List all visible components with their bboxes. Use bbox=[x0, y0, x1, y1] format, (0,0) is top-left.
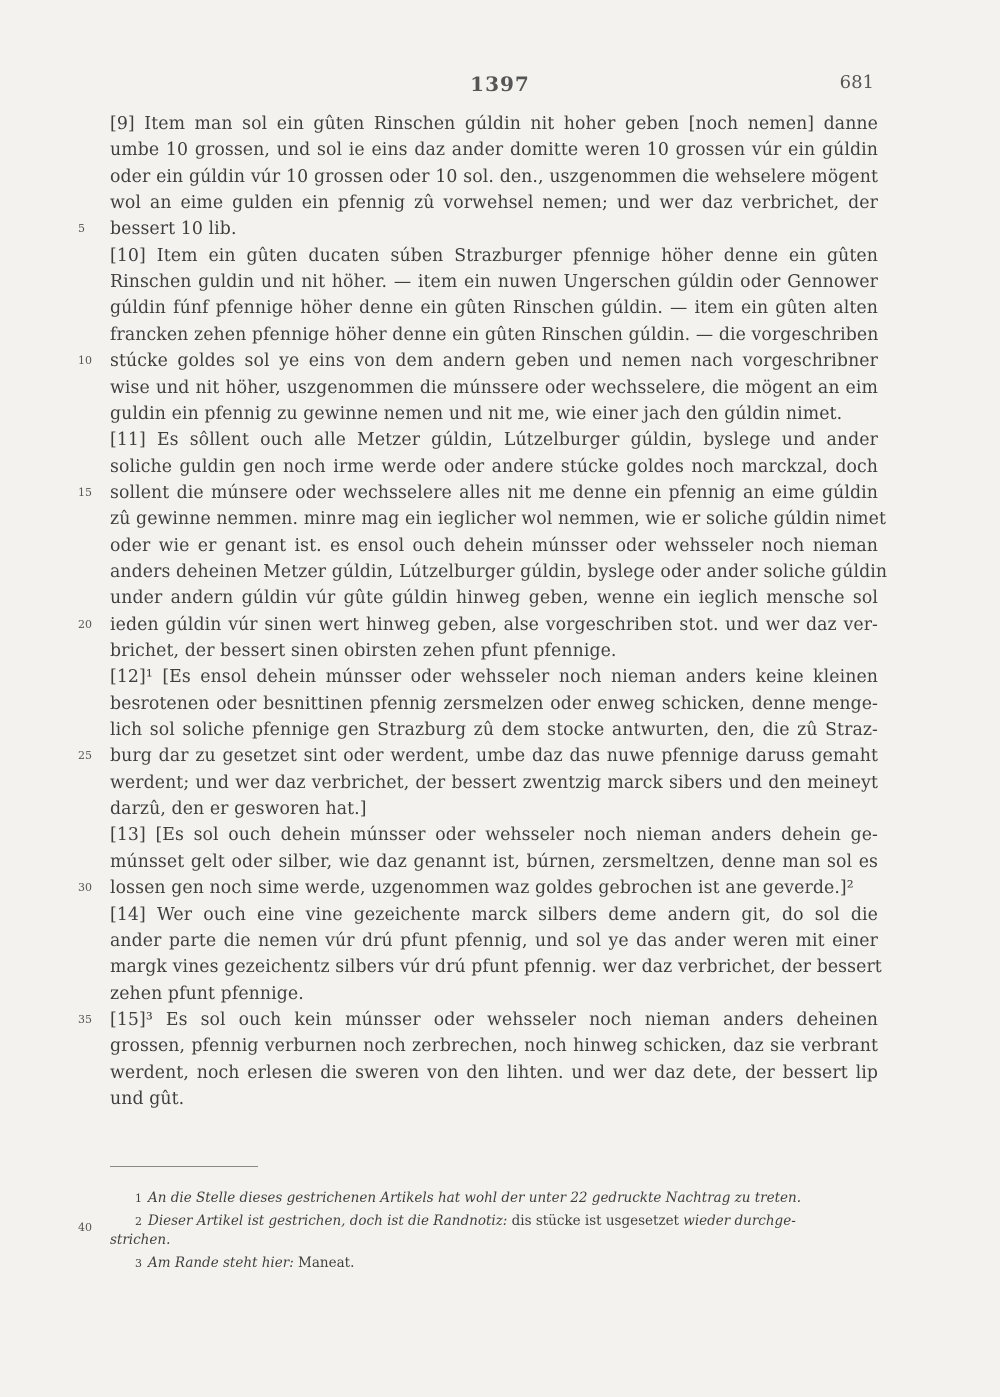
running-head-year: 1397 bbox=[470, 72, 530, 96]
footnote-plain-text: Maneat. bbox=[293, 1255, 355, 1271]
line-number: 10 bbox=[78, 354, 92, 368]
text-line: zû gewinne nemmen. minre mag ein ieglicher wol nemmen, wie er soliche gúldin nimet bbox=[110, 509, 887, 530]
text-line: und gût. bbox=[110, 1088, 185, 1109]
line-number: 20 bbox=[78, 617, 92, 631]
line-number: 25 bbox=[78, 749, 92, 763]
text-line: stúcke goldes sol ye eins von dem andern geben und nemen nach vorgeschribner bbox=[110, 351, 878, 372]
text-line: darzû, den er gesworen hat.] bbox=[110, 799, 367, 820]
footnote bbox=[110, 1189, 878, 1208]
text-line: oder ein gúldin vúr 10 grossen oder 10 sol. den., uszgenommen die wehselere mögent bbox=[110, 166, 878, 187]
footnote bbox=[110, 1254, 878, 1273]
text-line: [10] Item ein gûten ducaten súben Strazburger pfennige höher denne ein gûten bbox=[110, 245, 878, 266]
text-line: umbe 10 grossen, und sol ie eins daz ander domitte weren 10 grossen vúr ein gúldin bbox=[110, 140, 878, 161]
text-line: guldin ein pfennig zu gewinne nemen und nit me, wie einer jach den gúldin nimet. bbox=[110, 403, 843, 424]
text-line: lich sol soliche pfennige gen Strazburg zû dem stocke antwurten, den, die zû Straz- bbox=[110, 720, 878, 741]
text-line: wol an eime gulden ein pfennig zû vorwehsel nemen; und wer daz verbrichet, der bbox=[110, 193, 878, 214]
text-line: burg dar zu gesetzet sint oder werdent, umbe daz das nuwe pfennige daruss gemaht bbox=[110, 746, 878, 767]
text-line: ander parte die nemen vúr drú pfunt pfennig, und sol ye das ander weren mit einer bbox=[110, 930, 878, 951]
text-line: sollent die múnsere oder wechsselere alles nit me denne ein pfennig an eime gúldin bbox=[110, 482, 878, 503]
footnote-italic-text: strichen. bbox=[110, 1232, 171, 1248]
text-line: wise und nit höher, uszgenommen die múnssere oder wechsselere, die mögent an eim bbox=[110, 377, 878, 398]
text-line: soliche guldin gen noch irme werde oder andere stúcke goldes noch marckzal, doch bbox=[110, 456, 878, 477]
text-line: ieden gúldin vúr sinen wert hinweg geben, alse vorgeschriben stot. und wer daz ver- bbox=[110, 614, 878, 635]
text-line: zehen pfunt pfennige. bbox=[110, 983, 304, 1004]
text-line: gúldin fúnf pfennige höher denne ein gûten Rinschen gúldin. — item ein gûten alten bbox=[110, 298, 878, 319]
text-line: bessert 10 lib. bbox=[110, 219, 237, 240]
text-line: grossen, pfennig verburnen noch zerbrechen, noch hinweg schicken, daz sie verbrant bbox=[110, 1036, 878, 1057]
footnote-italic-text: Dieser Artikel ist gestrichen, doch ist die Randnotiz: bbox=[148, 1213, 508, 1229]
text-line: under andern gúldin vúr gûte gúldin hinweg geben, wenne ein ieglich mensche sol bbox=[110, 588, 878, 609]
line-number: 5 bbox=[78, 222, 85, 236]
text-line: werdent, noch erlesen die sweren von den lihten. und wer daz dete, der bessert lip bbox=[110, 1062, 878, 1083]
footnote-plain-text: dis stücke ist usgesetzet bbox=[507, 1213, 679, 1229]
line-number: 30 bbox=[78, 881, 92, 895]
text-line: werdent; und wer daz verbrichet, der bessert zwentzig marck sibers und den meineyt bbox=[110, 772, 878, 793]
text-line: oder wie er genant ist. es ensol ouch dehein múnsser oder wehsseler noch nieman bbox=[110, 535, 878, 556]
text-line: [13] [Es sol ouch dehein múnsser oder wehsseler noch nieman anders dehein ge- bbox=[110, 825, 878, 846]
text-line: brichet, der bessert sinen obirsten zehen pfunt pfennige. bbox=[110, 641, 617, 661]
footnote-rule bbox=[110, 1166, 258, 1167]
text-line: anders deheinen Metzer gúldin, Lútzelburger gúldin, byslege oder ander soliche gúldin bbox=[110, 561, 888, 582]
text-line: margk vines gezeichentz silbers vúr drú pfunt pfennig. wer daz verbrichet, der bessert bbox=[110, 957, 882, 978]
footnote-number: 1 bbox=[135, 1192, 142, 1205]
page-number: 681 bbox=[839, 72, 874, 93]
text-line: [9] Item man sol ein gûten Rinschen gúldin nit hoher geben [noch nemen] danne bbox=[110, 114, 878, 134]
text-line: francken zehen pfennige höher denne ein gûten Rinschen gúldin. — die vorgeschriben bbox=[110, 324, 879, 345]
footnote-number: 2 bbox=[135, 1215, 142, 1228]
footnote-italic-text: Am Rande steht hier: bbox=[148, 1255, 294, 1271]
line-number: 15 bbox=[78, 485, 92, 499]
text-line: Rinschen guldin und nit höher. — item ein nuwen Ungerschen gúldin oder Gennower bbox=[110, 272, 878, 293]
footnote-number: 3 bbox=[135, 1257, 142, 1270]
text-line: [15]³ Es sol ouch kein múnsser oder wehsseler noch nieman anders deheinen bbox=[110, 1009, 878, 1030]
footnote-italic-text: wieder durchge- bbox=[678, 1213, 796, 1229]
footnote-italic-text: An die Stelle dieses gestrichenen Artikels hat wohl der unter 22 gedruckte Nachtrag zu treten. bbox=[148, 1190, 802, 1206]
line-number: 35 bbox=[78, 1012, 92, 1026]
text-line: [14] Wer ouch eine vine gezeichente marck silbers deme andern git, do sol die bbox=[110, 904, 878, 925]
text-line: [12]¹ [Es ensol dehein múnsser oder wehsseler noch nieman anders keine kleinen bbox=[110, 667, 878, 688]
text-line: múnsset gelt oder silber, wie daz genannt ist, búrnen, zersmeltzen, denne man sol es bbox=[110, 851, 878, 872]
text-line: besrotenen oder besnittinen pfennig zersmelzen oder enweg schicken, denne menge- bbox=[110, 693, 878, 714]
footnote bbox=[110, 1212, 878, 1231]
footnote bbox=[110, 1231, 878, 1250]
line-number: 40 bbox=[78, 1221, 92, 1234]
text-line: lossen gen noch sime werde, uzgenommen waz goldes gebrochen ist ane geverde.]² bbox=[110, 878, 854, 899]
text-line: [11] Es sôllent ouch alle Metzer gúldin, Lútzelburger gúldin, byslege und ander bbox=[110, 430, 878, 451]
